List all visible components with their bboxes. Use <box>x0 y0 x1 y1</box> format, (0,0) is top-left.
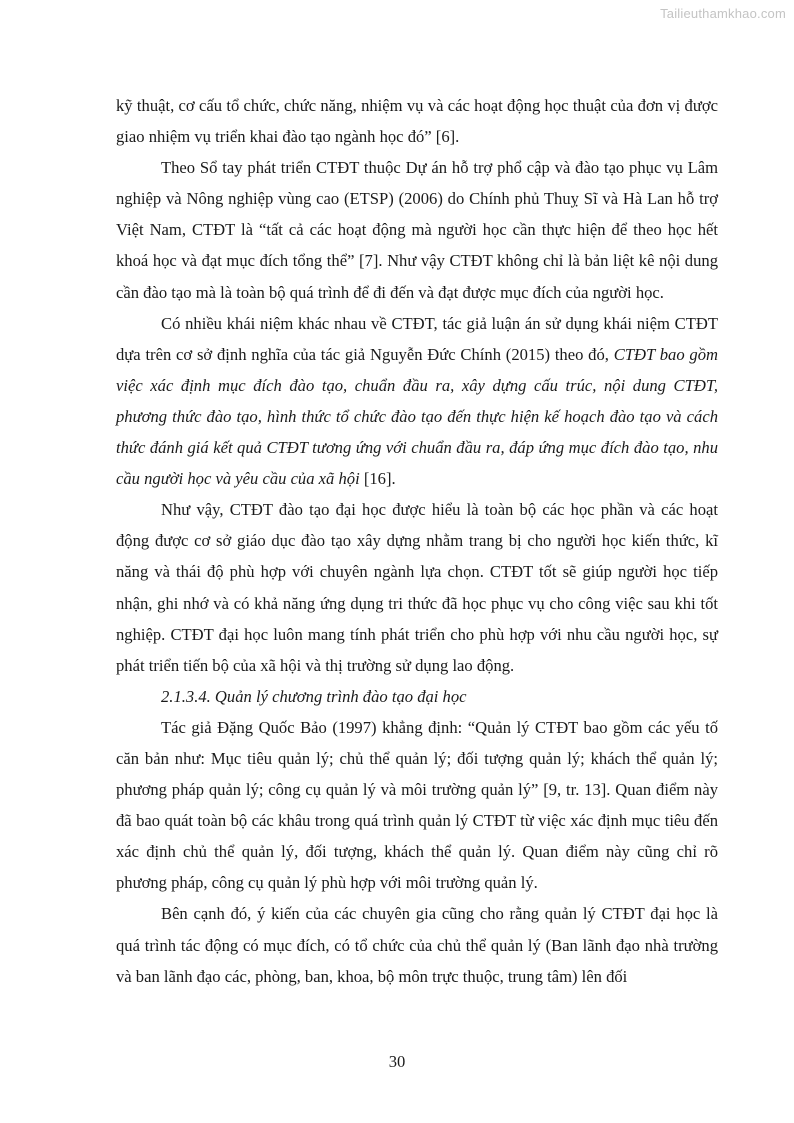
paragraph-etsp-definition: Theo Sổ tay phát triển CTĐT thuộc Dự án hỗ trợ phổ cập và đào tạo phục vụ Lâm nghiệp và Nông nghiệp vùng cao (ETSP) (2006) do Chính phủ Thuỵ Sĩ và Hà Lan hỗ trợ Việt Nam, CTĐT là “tất cả các hoạt động mà người học cần thực hiện để theo học hết khoá học và đạt mục đích tổng thể” [7]. Như vậy CTĐT không chỉ là bản liệt kê nội dung cần đào tạo mà là toàn bộ quá trình để đi đến và đạt được mục đích của người học. <box>116 158 718 302</box>
paragraph-text: Có nhiều khái niệm khác nhau về CTĐT, tác giả luận án sử dụng khái niệm CTĐT dựa trên cơ sở định nghĩa của tác giả Nguyễn Đức Chính (2015) theo đó, <box>116 313 718 364</box>
citation: [16]. <box>359 469 396 489</box>
paragraph-summary: Như vậy, CTĐT đào tạo đại học được hiểu là toàn bộ các học phần và các hoạt động được cơ sở giáo dục đào tạo xây dựng nhằm trang bị cho người học kiến thức, kĩ năng và thái độ phù hợp với chuyên ngành lựa chọn. CTĐT tốt sẽ giúp người học tiếp nhận, ghi nhớ và có khả năng ứng dụng tri thức đã học phục vụ cho công việc sau khi tốt nghiệp. CTĐT đại học luôn mang tính phát triển cho phù hợp với nhu cầu người học, sự phát triển tiến bộ của xã hội và thị trường sử dụng lao động. <box>116 500 718 675</box>
paragraph-continuation: kỹ thuật, cơ cấu tổ chức, chức năng, nhiệm vụ và các hoạt động học thuật của đơn vị được giao nhiệm vụ triển khai đào tạo ngành học đó” [6]. <box>116 96 718 147</box>
paragraph-ctdt-concept <box>116 308 718 495</box>
paragraph-expert-opinion: Bên cạnh đó, ý kiến của các chuyên gia cũng cho rằng quản lý CTĐT đại học là quá trình tác động có mục đích, có tổ chức của chủ thể quản lý (Ban lãnh đạo nhà trường và ban lãnh đạo các, phòng, ban, khoa, bộ môn trực thuộc, trung tâm) lên đối <box>116 904 718 986</box>
page-number: 30 <box>388 1052 406 1071</box>
section-heading: 2.1.3.4. Quản lý chương trình đào tạo đại học <box>161 686 467 706</box>
document-body <box>116 90 718 992</box>
italic-definition: CTĐT bao gồm việc xác định mục đích đào tạo, chuẩn đầu ra, xây dựng cấu trúc, nội dung CTĐT, phương thức đào tạo, hình thức tổ chức đào tạo đến thực hiện kế hoạch đào tạo và cách thức đánh giá kết quả CTĐT tương ứng với chuẩn đầu ra, đáp ứng mục đích đào tạo, nhu cầu người học và yêu cầu của xã hội <box>116 344 718 489</box>
watermark: Tailieuthamkhao.com <box>660 6 786 21</box>
paragraph-dang-quoc-bao: Tác giả Đặng Quốc Bảo (1997) khẳng định: “Quản lý CTĐT bao gồm các yếu tố căn bản như: Mục tiêu quản lý; chủ thể quản lý; đối tượng quản lý; khách thể quản lý; phương pháp quản lý; công cụ quản lý và môi trường quản lý” [9, tr. 13]. Quan điểm này đã bao quát toàn bộ các khâu trong quá trình quản lý CTĐT từ việc xác định mục tiêu đến xác định chủ thể quản lý, đối tượng, khách thể quản lý. Quan điểm này cũng chỉ rõ phương pháp, công cụ quản lý phù hợp với môi trường quản lý. <box>116 717 718 893</box>
